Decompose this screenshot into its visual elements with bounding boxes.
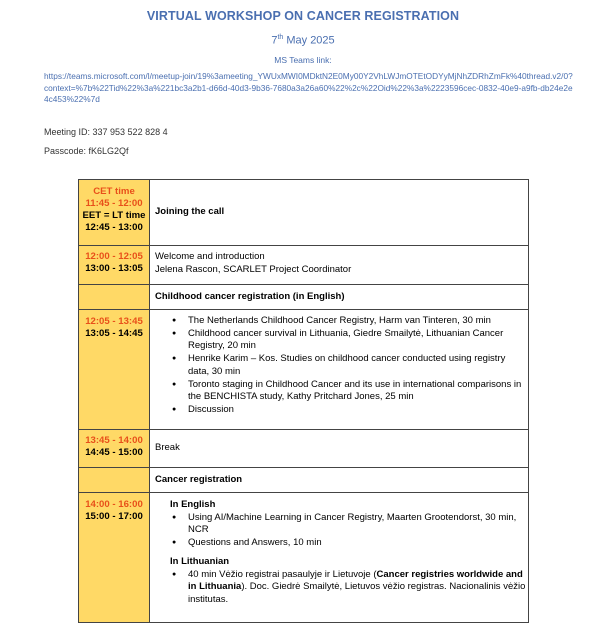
cet-time: 13:45 - 14:00: [85, 435, 143, 446]
session-line: Jelena Rascon, SCARLET Project Coordinator: [155, 263, 352, 275]
list-item: ● Using AI/Machine Learning in Cancer Registry, Maarten Grootendorst, 30 min, NCR: [170, 512, 528, 537]
session-title: Joining the call: [150, 180, 529, 246]
talk-text: ). Doc. Giedrė Smailytė, Lietuvos vėžio registras. Nacionalinis vėžio institutas.: [188, 581, 526, 605]
teams-label: MS Teams link:: [274, 55, 332, 65]
cet-time: 14:00 - 16:00: [85, 499, 143, 510]
agenda-row: [79, 180, 529, 246]
talk-text: 40 min Vėžio registrai pasaulyje ir Lietuvoje (: [188, 568, 377, 580]
eet-time: 13:05 - 14:45: [85, 328, 143, 339]
eet-time: 13:00 - 13:05: [85, 263, 143, 274]
session-line: Welcome and introduction: [155, 251, 265, 262]
date-rest: May 2025: [283, 34, 335, 47]
language-heading: In Lithuanian: [170, 555, 230, 567]
time-cell: [79, 246, 150, 285]
date-suffix: th: [277, 34, 284, 41]
agenda-table: [78, 179, 529, 623]
session-cell: [150, 493, 529, 623]
time-cell: [79, 468, 150, 493]
time-cell: [79, 430, 150, 468]
time-cell: [79, 180, 150, 246]
agenda-row: [79, 430, 529, 468]
list-item: ● Discussion: [170, 404, 528, 417]
session-cell: [150, 246, 529, 285]
list-item: ● Henrike Karim – Kos. Studies on childhood cancer conducted using registry data, 30 min: [170, 353, 528, 378]
section-row: [79, 285, 529, 310]
language-heading: In English: [170, 499, 216, 510]
section-heading: Childhood cancer registration (in English): [150, 285, 529, 310]
list-item: [170, 569, 528, 607]
passcode: Passcode: fK6LG2Qf: [44, 146, 129, 156]
session-cell: [150, 310, 529, 430]
agenda-row: [79, 493, 529, 623]
teams-meeting-link[interactable]: https://teams.microsoft.com/l/meetup-join/19%3ameeting_YWUxMWI0MDktN2E0My00Y2VhLWJmOTEtODYyMjNhZDRhZmFk%40thread.v2/0?context=%7b%22Tid%22%3a%221bc3a2b1-d66d-40d3-9b36-7680a3a26a60%22%2c%22Oid%22%3a%2223596cec-0832-40e9-a9fb-db24e2e4c453%22%7d: [44, 71, 573, 105]
cet-time: CET time 11:45 - 12:00: [85, 186, 143, 209]
eet-time: 14:45 - 15:00: [85, 447, 143, 458]
eet-time: 15:00 - 17:00: [85, 511, 143, 522]
section-row: [79, 468, 529, 493]
agenda-row: [79, 310, 529, 430]
list-item: ● Questions and Answers, 10 min: [170, 537, 528, 550]
talk-list: [170, 569, 528, 607]
list-item: ● Toronto staging in Childhood Cancer and its use in international comparisons in the BENCHISTA study, Kathy Pritchard Jones, 25 min: [170, 379, 528, 404]
workshop-title: VIRTUAL WORKSHOP ON CANCER REGISTRATION: [146, 9, 460, 23]
break-text: Break: [150, 430, 529, 468]
cet-time: 12:00 - 12:05: [85, 251, 143, 262]
eet-time: EET = LT time 12:45 - 13:00: [82, 210, 146, 233]
date-day: 7: [271, 34, 278, 47]
agenda-row: [79, 246, 529, 285]
talk-title: Cancer registries worldwide and in Lithuania: [188, 568, 523, 593]
meeting-id: Meeting ID: 337 953 522 828 4: [44, 127, 168, 137]
time-cell: [79, 285, 150, 310]
time-cell: [79, 310, 150, 430]
list-item: ● The Netherlands Childhood Cancer Registry, Harm van Tinteren, 30 min: [170, 315, 528, 328]
workshop-date: [0, 34, 606, 47]
talk-list: [170, 315, 528, 417]
list-item: ● Childhood cancer survival in Lithuania, Giedre Smailytė, Lithuanian Cancer Registry, 20 min: [170, 328, 528, 353]
cet-time: 12:05 - 13:45: [85, 316, 143, 327]
section-heading: Cancer registration: [150, 468, 529, 493]
time-cell: [79, 493, 150, 623]
talk-list: [170, 512, 528, 550]
